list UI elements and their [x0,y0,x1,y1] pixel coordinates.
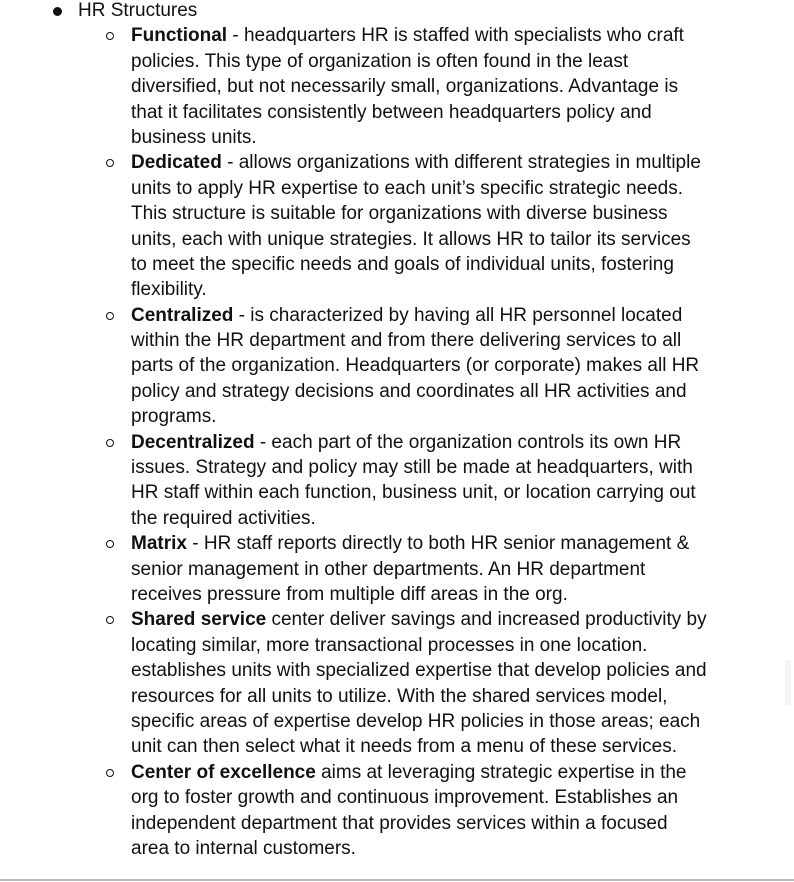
edge-artifact [785,660,791,705]
hollow-bullet-icon [106,439,114,447]
top-bullet [0,0,794,23]
structure-description: - is characterized by having all HR personnel located [233,304,683,326]
structure-description: policies. This type of organization is often found in the least [131,50,629,72]
list-item-continuation [0,709,794,734]
list-item-continuation [0,201,794,226]
structure-term: Decentralized [131,431,255,453]
structure-description: establishes units with specialized expertise that develop policies and [131,660,707,682]
list-item-continuation [0,404,794,429]
hollow-bullet-icon [106,32,114,40]
structure-description: area to internal customers. [131,837,356,859]
structure-description: - headquarters HR is staffed with specialists who craft [227,25,684,47]
structure-description: This structure is suitable for organizations with diverse business [131,203,668,225]
list-item-continuation [0,100,794,125]
list-item-continuation [0,379,794,404]
list-item-continuation [0,353,794,378]
structure-description: - allows organizations with different strategies in multiple [221,152,701,174]
structure-description: business units. [131,126,257,148]
list-item-continuation [0,506,794,531]
structure-description: within the HR department and from there delivering services to all [131,330,682,352]
structure-term: Functional [131,25,228,47]
structure-description: org to foster growth and continuous improvement. Establishes an [131,787,679,809]
bullet-icon [53,7,62,16]
structure-description: senior management in other departments. An HR department [131,558,646,580]
list-item-continuation [0,74,794,99]
structure-description: units, each with unique strategies. It allows HR to tailor its services [131,228,691,250]
structure-description: locating similar, more transactional processes in one location. [131,634,648,656]
list-item-continuation [0,734,794,759]
list-item-continuation [0,480,794,505]
list-item-continuation [0,227,794,252]
hollow-bullet-icon [106,616,114,624]
list-item [0,303,794,328]
structure-description: - HR staff reports directly to both HR senior management & [186,533,690,555]
list-item-continuation [0,785,794,810]
structure-description: independent department that provides services within a focused [131,812,668,834]
list-item-continuation [0,455,794,480]
structure-term: Shared service [131,609,267,631]
structure-description: flexibility. [131,279,207,301]
structure-description: - each part of the organization controls its own HR [254,431,682,453]
structure-term: Matrix [131,533,187,555]
list-item-continuation [0,836,794,861]
structure-description: resources for all units to utilize. With the shared services model, [131,685,668,707]
list-item [0,531,794,556]
structure-description: policy and strategy decisions and coordinates all HR activities and [131,380,687,402]
structure-description: the required activities. [131,507,316,529]
structure-term: Center of excellence [131,761,316,783]
section-heading: HR Structures [78,0,198,21]
list-item [0,150,794,175]
list-item-continuation [0,684,794,709]
hr-structures-list [0,23,794,861]
list-item-continuation [0,557,794,582]
list-item-continuation [0,277,794,302]
list-item [0,760,794,785]
list-item-continuation [0,658,794,683]
structure-description: parts of the organization. Headquarters (or corporate) makes all HR [131,355,700,377]
list-item-continuation [0,328,794,353]
hollow-bullet-icon [106,159,114,167]
structure-description: center deliver savings and increased productivity by [266,609,707,631]
structure-description: units to apply HR expertise to each unit’s specific strategic needs. [131,177,683,199]
structure-description: that it facilitates consistently between headquarters policy and [131,101,652,123]
list-item-continuation [0,811,794,836]
structure-term: Dedicated [131,152,222,174]
structure-description: to meet the specific needs and goals of individual units, fostering [131,253,674,275]
bottom-divider [0,879,794,881]
list-item [0,430,794,455]
list-item-continuation [0,49,794,74]
structure-description: issues. Strategy and policy may still be made at headquarters, with [131,457,693,479]
list-item-continuation [0,633,794,658]
list-item [0,23,794,48]
list-item-continuation [0,252,794,277]
structure-description: specific areas of expertise develop HR policies in those areas; each [131,710,701,732]
hollow-bullet-icon [106,312,114,320]
structure-description: HR staff within each function, business unit, or location carrying out [131,482,696,504]
list-item-continuation [0,582,794,607]
structure-description: receives pressure from multiple diff areas in the org. [131,583,568,605]
list-item-continuation [0,176,794,201]
hollow-bullet-icon [106,540,114,548]
structure-description: aims at leveraging strategic expertise in the [315,761,687,783]
hollow-bullet-icon [106,769,114,777]
structure-description: diversified, but not necessarily small, organizations. Advantage is [131,76,679,98]
structure-term: Centralized [131,304,234,326]
structure-description: programs. [131,406,217,428]
structure-description: unit can then select what it needs from a menu of these services. [131,736,678,758]
list-item-continuation [0,125,794,150]
list-item [0,607,794,632]
